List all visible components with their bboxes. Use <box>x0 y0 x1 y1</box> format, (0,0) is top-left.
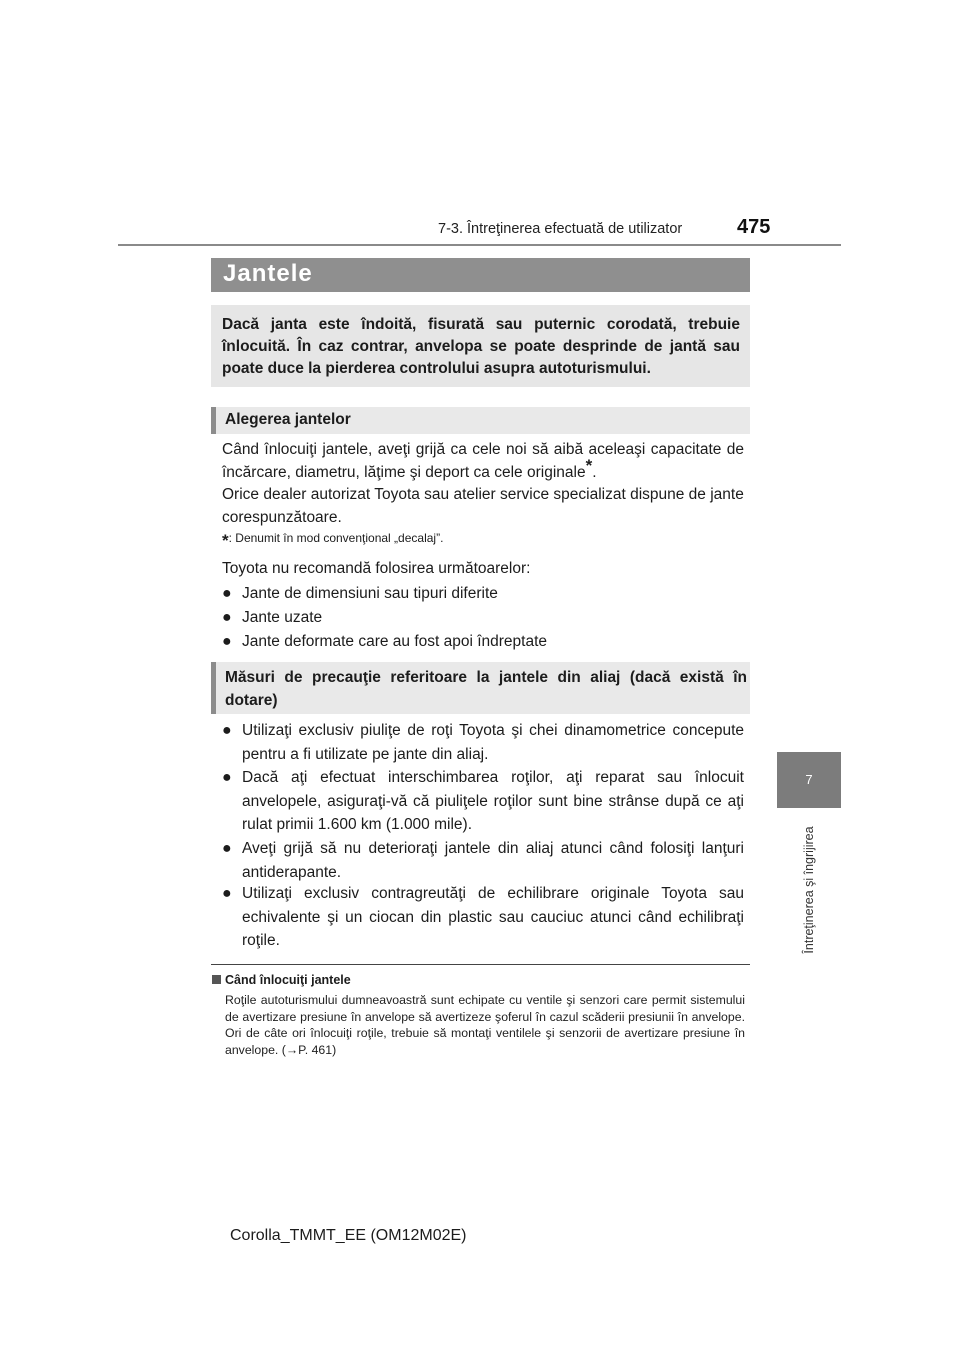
footnote-star: * <box>222 531 229 550</box>
note-body: Roţile autoturismului dumneavoastră sunt echipate cu ventile şi senzori care permit sistemului de avertizare presiune în anvelope să avertizeze şoferul în cazul scăderii presiunii în anvelope. Ori de câte ori înlocuiţi roţile, trebuie să montaţi ventilele şi senzorii de avertizare presiune în anvelope. (→P. 461) <box>225 993 745 1057</box>
square-bullet-icon <box>212 975 221 984</box>
paragraph-text: Când înlocuiţi jantele, aveţi grijă ca cele noi să aibă aceleaşi capacitate de încărcare, diametru, lăţime şi deport ca cele originale <box>222 441 744 481</box>
bullet-icon: ● <box>222 633 232 650</box>
page-number: 475 <box>737 216 771 238</box>
paragraph-replacement-spec <box>222 439 744 484</box>
subheading-label: Măsuri de precauţie referitoare la jantele din aliaj (dacă există în dotare) <box>225 669 747 709</box>
page-title: Jantele <box>223 260 313 287</box>
subheading-label: Alegerea jantelor <box>225 411 351 428</box>
list-item <box>222 719 744 766</box>
bullet-icon: ● <box>222 885 232 902</box>
list-item-text: Utilizaţi exclusiv contragreutăţi de echilibrare originale Toyota sau echivalente şi un ciocan din plastic sau cauciuc atunci când echilibraţi roţile. <box>242 885 744 949</box>
paragraph-end: . <box>592 463 597 481</box>
footnote-text: : Denumit în mod convenţional „decalaj”. <box>228 531 444 545</box>
chapter-tab: 7 <box>777 752 841 808</box>
bullet-icon: ● <box>222 840 232 857</box>
list-item-text: Jante de dimensiuni sau tipuri diferite <box>242 585 498 602</box>
note-divider <box>211 964 750 965</box>
list-item-text: Jante uzate <box>242 609 323 626</box>
paragraph-dealer: Orice dealer autorizat Toyota sau atelier service specializat dispune de jante corespunzătoare. <box>222 486 744 526</box>
bullet-icon: ● <box>222 722 232 739</box>
intro-box <box>211 305 750 387</box>
list-item <box>222 606 744 630</box>
bullet-icon: ● <box>222 585 232 602</box>
intro-text: Dacă janta este îndoită, fisurată sau puternic corodată, trebuie înlocuită. În caz contrar, anvelopa se poate desprinde de jantă sau poate duce la pierderea controlului asupra autoturismului. <box>222 316 740 377</box>
bullet-icon: ● <box>222 609 232 626</box>
bullet-icon: ● <box>222 769 232 786</box>
list-item <box>222 882 744 953</box>
subheading-wheel-selection <box>211 407 750 434</box>
list-item-text: Aveţi grijă să nu deterioraţi jantele din aliaj atunci când folosiţi lanţuri antiderapante. <box>242 840 744 881</box>
list-item <box>222 766 744 837</box>
note-heading <box>212 973 351 987</box>
section-title-bar <box>211 258 750 292</box>
list-item <box>222 582 744 606</box>
footnote <box>222 531 443 551</box>
list-item-text: Utilizaţi exclusiv piuliţe de roţi Toyota şi chei dinamometrice concepute pentru a fi utilizate pe jante din aliaj. <box>242 722 744 763</box>
list-item <box>222 630 744 654</box>
footer-document-code: Corolla_TMMT_EE (OM12M02E) <box>230 1227 467 1244</box>
note-heading-text: Când înlocuiţi jantele <box>225 973 351 987</box>
paragraph-not-recommended: Toyota nu recomandă folosirea următoarelor: <box>222 560 531 577</box>
list-item-text: Dacă aţi efectuat interschimbarea roţilor, aţi reparat sau înlocuit anvelopele, asiguraţi-vă că piuliţele roţilor sunt bine strânse după ce aţi rulat primii 1.600 km (1.000 mile). <box>242 769 744 833</box>
header-divider <box>118 244 841 246</box>
list-item-text: Jante deformate care au fost apoi îndreptate <box>242 633 548 650</box>
list-item <box>222 837 744 884</box>
subheading-alloy-precautions <box>211 662 750 714</box>
chapter-title-vertical <box>777 810 841 970</box>
running-header-section: 7-3. Întreţinerea efectuată de utilizator <box>438 221 683 237</box>
footnote-marker: * <box>585 455 593 475</box>
chapter-title-label: Întreţinerea şi îngrijirea <box>802 826 816 954</box>
